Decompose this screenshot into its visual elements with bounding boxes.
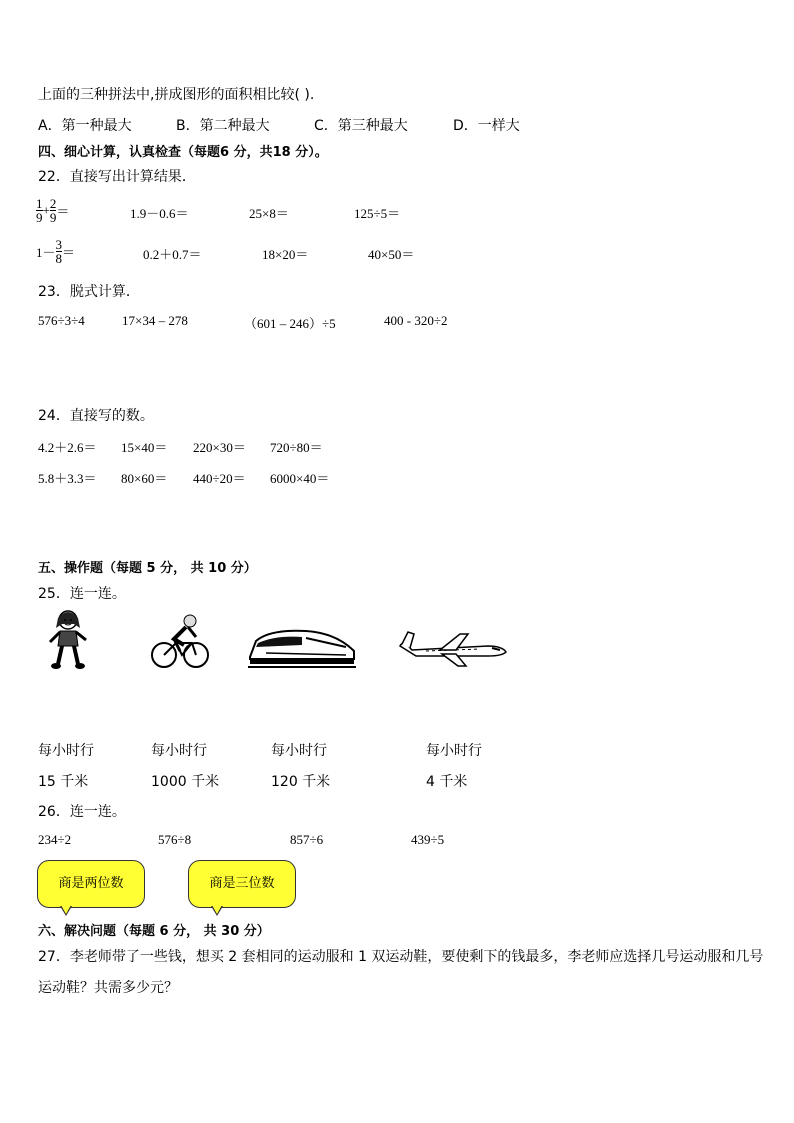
q22-title: 22．直接写出计算结果． (38, 169, 196, 185)
q23-item: 576÷3÷4 (38, 313, 85, 328)
speed-label: 每小时行 (426, 743, 482, 759)
speed-label: 每小时行 (38, 743, 94, 759)
airplane-image (396, 630, 508, 670)
q26-item: 439÷5 (411, 832, 445, 847)
q27-line1: 27．李老师带了一些钱，想买 2 套相同的运动服和 1 双运动鞋，要使剩下的钱最多，李老师应选择几号运动服和几号 (38, 949, 764, 965)
q22-item: 40×50＝ (368, 247, 415, 262)
q24-item: 440÷20＝ (193, 471, 246, 486)
q24-item: 15×40＝ (121, 440, 168, 455)
q24-item: 80×60＝ (121, 471, 168, 486)
q25-title: 25．连一连。 (38, 586, 126, 602)
q22-item: 25×8＝ (249, 206, 289, 221)
q21-option-d: D．一样大 (453, 118, 520, 134)
q26-title: 26．连一连。 (38, 804, 126, 820)
fraction-3-8: $\frac{3}{8}$ (55, 237, 63, 266)
speed-value: 4 千米 (426, 774, 468, 790)
q23-item: 17×34 – 278 (122, 313, 188, 328)
callout-three-digit-quotient: 商是三位数 (188, 860, 296, 908)
q22-fraction-expression: $\frac{1}{9}$ + $\frac{2}{9}$ ＝ (36, 196, 70, 225)
callout-two-digit-quotient: 商是两位数 (37, 860, 145, 908)
bullet-train-image (246, 625, 358, 669)
q22-item: 1.9－0.6＝ (130, 206, 189, 221)
cyclist-image (150, 613, 212, 671)
q21-option-a: A．第一种最大 (38, 118, 132, 134)
speed-value: 15 千米 (38, 774, 89, 790)
section6-title: 六、解决问题（每题 6 分， 共 30 分） (38, 924, 270, 939)
q24-item: 6000×40＝ (270, 471, 330, 486)
callout-tail (212, 905, 222, 914)
speed-value: 1000 千米 (151, 774, 220, 790)
q26-item: 234÷2 (38, 832, 72, 847)
q21-stem: 上面的三种拼法中,拼成图形的面积相比较( ). (38, 87, 315, 103)
q21-option-b: B．第二种最大 (176, 118, 270, 134)
q24-title: 24．直接写的数。 (38, 408, 154, 424)
speed-label: 每小时行 (151, 743, 207, 759)
speed-label: 每小时行 (271, 743, 327, 759)
q22-item: 125÷5＝ (354, 206, 401, 221)
girl-walking-image (46, 608, 90, 670)
q24-item: 720÷80＝ (270, 440, 323, 455)
fraction-1-9: $\frac{1}{9}$ (36, 196, 43, 225)
fraction-2-9: $\frac{2}{9}$ (49, 196, 57, 225)
q21-option-c: C．第三种最大 (314, 118, 408, 134)
q22-item: 0.2＋0.7＝ (143, 247, 202, 262)
callout-tail (61, 905, 71, 914)
section5-title: 五、操作题（每题 5 分， 共 10 分） (38, 561, 257, 576)
q23-title: 23．脱式计算． (38, 284, 140, 300)
speed-value: 120 千米 (271, 774, 331, 790)
q26-item: 576÷8 (158, 832, 192, 847)
q24-item: 5.8＋3.3＝ (38, 471, 97, 486)
q24-item: 4.2＋2.6＝ (38, 440, 97, 455)
section4-title: 四、细心计算，认真检查（每题6 分，共18 分）。 (38, 145, 328, 160)
q26-item: 857÷6 (290, 832, 324, 847)
q22-item: 18×20＝ (262, 247, 309, 262)
q24-item: 220×30＝ (193, 440, 246, 455)
q23-item: 400 - 320÷2 (384, 313, 448, 328)
q27-line2: 运动鞋？共需多少元？ (38, 980, 178, 996)
q23-item: （601 – 246）÷5 (244, 316, 336, 331)
q22-subtraction-expression: 1－ $\frac{3}{8}$ ＝ (36, 237, 76, 266)
